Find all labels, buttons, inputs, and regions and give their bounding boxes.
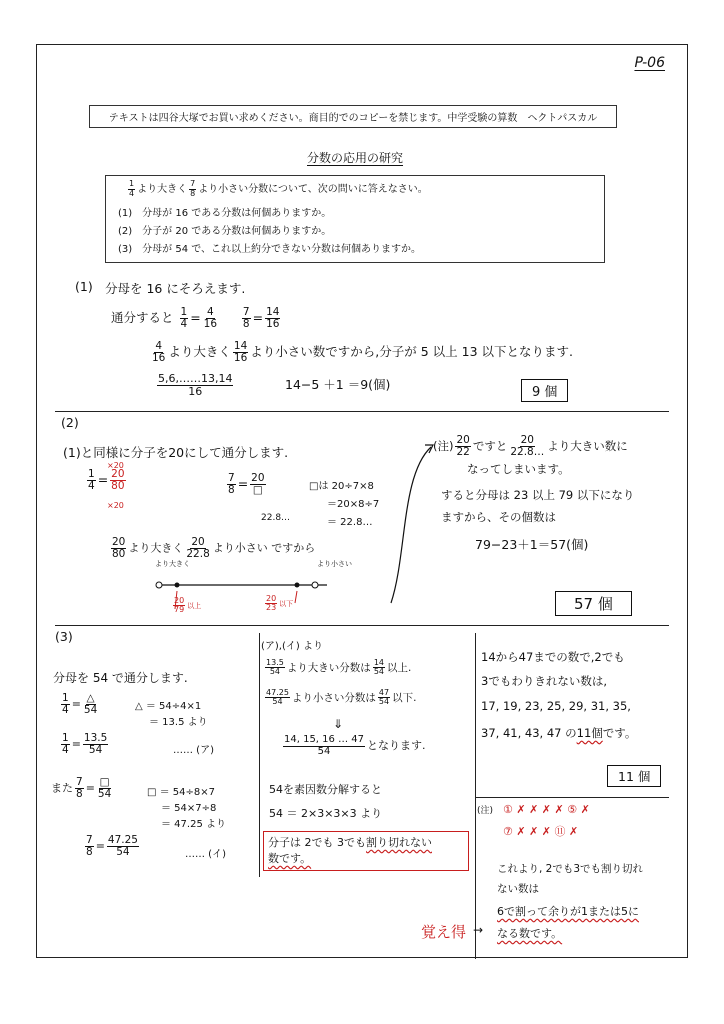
s2-note-l4: ますから、その個数は bbox=[441, 510, 556, 524]
s2-calc3: ＝ 22.8… bbox=[327, 517, 373, 528]
s3-e1-calc: △ ＝ 54÷4×1 bbox=[135, 701, 202, 712]
s2-note-l1: (注) $\frac{20}{22}$ ですと $\frac{20}{22.8\dots}$ より大きい数に bbox=[433, 434, 628, 459]
s3-e2: $\frac{1}{4}$ = $\frac{13.5}{54}$ bbox=[62, 732, 108, 757]
s3-m1: $\frac{13.5}{54}$ より大きい分数は $\frac{14}{54}$ 以上. bbox=[266, 658, 412, 677]
s3-e1-calc2: ＝ 13.5 より bbox=[149, 717, 208, 728]
problem-intro: $\frac{1}{4}$ より大きく $\frac{7}{8}$ より小さい分数について、次の問いに答えなさい。 bbox=[129, 179, 428, 198]
s2-small: 22.8… bbox=[261, 513, 291, 523]
s1-line1: 分母を 16 にそろえます. bbox=[105, 281, 246, 296]
s3-answer: 11 個 bbox=[607, 765, 661, 787]
s3-m-head: (ア),(イ) より bbox=[261, 641, 323, 652]
s3-note-t1: これより, 2でも3でも割り切れ bbox=[497, 863, 644, 875]
s1-calc: 14−5 ＋1 ＝9(個) bbox=[285, 377, 391, 392]
s3-m6-box: 分子は 2でも 3でも割り切れない 数です。 bbox=[263, 831, 469, 871]
s1-label: (1) bbox=[75, 279, 93, 294]
s3-r2: 3でもわりきれない数は, bbox=[481, 674, 607, 688]
s2-calc1: □は 20÷7×8 bbox=[309, 481, 374, 492]
s2-note-l3: すると分母は 23 以上 79 以下になり bbox=[441, 488, 635, 502]
s3-e4: $\frac{7}{8}$ = $\frac{47.25}{54}$ bbox=[86, 834, 138, 859]
s2-eq-left: $\frac{1}{4}$ = $\frac{20}{80}$ bbox=[88, 468, 125, 493]
s3-r1: 14から47までの数で,2でも bbox=[481, 650, 625, 664]
intro-frac-b: $\frac{7}{8}$ bbox=[190, 179, 196, 198]
s2-line2: $\frac{20}{80}$ より大きく $\frac{20}{22.8}$ より小さい ですから bbox=[112, 536, 316, 561]
nl-left-label: より大きく bbox=[155, 560, 190, 568]
divider-v2 bbox=[475, 633, 476, 959]
question-3: (3) 分母が 54 で、これ以上約分できない分数は何個ありますか。 bbox=[118, 244, 422, 255]
document-page bbox=[36, 44, 688, 958]
page-number: P-06 bbox=[634, 55, 665, 71]
memo-arrow-icon: → bbox=[473, 923, 484, 937]
divider-v1 bbox=[259, 633, 260, 877]
s3-m2: $\frac{47.25}{54}$ より小さい分数は $\frac{47}{54}$ 以下. bbox=[266, 688, 417, 707]
note-arrow bbox=[387, 435, 447, 605]
s3-note-r1: ① ✗ ✗ ✗ ✗ ⑤ ✗ bbox=[503, 803, 590, 816]
number-line-dot-left bbox=[175, 583, 180, 588]
s3-e4-tag: …… (イ) bbox=[185, 849, 226, 860]
nl-right-label: より小さい bbox=[317, 560, 352, 568]
s3-note-t3: 6で割って余りが1または5に bbox=[497, 905, 639, 918]
number-line-red-arrow-right bbox=[295, 591, 297, 603]
number-line-dot-right bbox=[295, 583, 300, 588]
s1-answer: 9 個 bbox=[521, 379, 568, 402]
s2-label: (2) bbox=[61, 415, 79, 430]
number-line-open-left bbox=[156, 582, 162, 588]
s3-l1: 分母を 54 で通分します. bbox=[53, 671, 188, 685]
header-notice: テキストは四谷大塚でお買い求めください。商目的でのコピーを禁じます。中学受験の算数 ヘクトパスカル bbox=[89, 105, 617, 128]
s3-m5: 54 ＝ 2×3×3×3 より bbox=[269, 807, 383, 820]
s3-r4: 37, 41, 43, 47 の11個です。 bbox=[481, 726, 637, 740]
nl-red-right: $\frac{20}{23}$ 以下 bbox=[266, 594, 294, 613]
s3-label: (3) bbox=[55, 629, 73, 644]
s3-m4: 54を素因数分解すると bbox=[269, 783, 382, 796]
problem-box bbox=[105, 175, 605, 263]
s3-e3-calc2: ＝ 54×7÷8 bbox=[161, 803, 217, 814]
s3-m3: $\frac{14, 15, 16 \dots 47}{54}$ となります. bbox=[284, 734, 426, 757]
s2-line1: (1)と同様に分子を20にして通分します. bbox=[63, 445, 289, 460]
intro-frac-a: $\frac{1}{4}$ bbox=[129, 179, 135, 198]
s3-e2-tag: …… (ア) bbox=[173, 745, 214, 756]
s2-note-l5: 79−23＋1＝57(個) bbox=[475, 537, 589, 552]
divider-3 bbox=[475, 797, 669, 798]
s3-note-t2: ない数は bbox=[497, 883, 539, 895]
s2-eq-right: $\frac{7}{8}$ = $\frac{20}{□}$ bbox=[228, 472, 265, 497]
s2-note-l2: なってしまいます。 bbox=[467, 462, 570, 476]
question-1: (1) 分母が 16 である分数は何個ありますか。 bbox=[118, 208, 332, 219]
s3-m-arrow: ⇓ bbox=[333, 717, 344, 731]
s3-note-label: (注) bbox=[477, 806, 494, 816]
memo-label: 覚え得 bbox=[421, 923, 467, 941]
s3-note-t4: なる数です。 bbox=[497, 927, 563, 940]
s3-e3-calc: □ ＝ 54÷8×7 bbox=[147, 787, 216, 798]
question-2: (2) 分子が 20 である分数は何個ありますか。 bbox=[118, 226, 332, 237]
s1-line2: 通分すると $\frac{1}{4}$ = $\frac{4}{16}$ $\frac{7}{8}$ = $\frac{14}{16}$ bbox=[111, 306, 280, 331]
document-title: 分数の応用の研究 bbox=[307, 151, 404, 165]
s2-calc2: ＝20×8÷7 bbox=[327, 499, 380, 510]
s1-sum: $\frac{5,6,\dots\dots 13,14}{16}$ bbox=[158, 372, 233, 398]
s3-r3: 17, 19, 23, 25, 29, 31, 35, bbox=[481, 699, 631, 713]
number-line-open-right bbox=[312, 582, 318, 588]
s2-x20-bottom: ×20 bbox=[107, 501, 124, 510]
divider-2 bbox=[55, 625, 669, 626]
s2-answer: 57 個 bbox=[555, 591, 632, 616]
s3-e1: $\frac{1}{4}$ = $\frac{\triangle}{54}$ bbox=[62, 692, 98, 717]
s3-e3: また $\frac{7}{8}$ = $\frac{□}{54}$ bbox=[51, 776, 112, 801]
s2-x20-top: ×20 bbox=[107, 461, 124, 470]
nl-red-left: $\frac{20}{79}$ 以上 bbox=[174, 596, 202, 615]
divider-1 bbox=[55, 411, 669, 412]
s3-e3-calc3: ＝ 47.25 より bbox=[161, 819, 226, 830]
s3-note-r2: ⑦ ✗ ✗ ✗ ⑪ ✗ bbox=[503, 825, 579, 838]
s1-line3: $\frac{4}{16}$ より大きく $\frac{14}{16}$ より小さい数ですから,分子が 5 以上 13 以下となります. bbox=[152, 340, 573, 365]
